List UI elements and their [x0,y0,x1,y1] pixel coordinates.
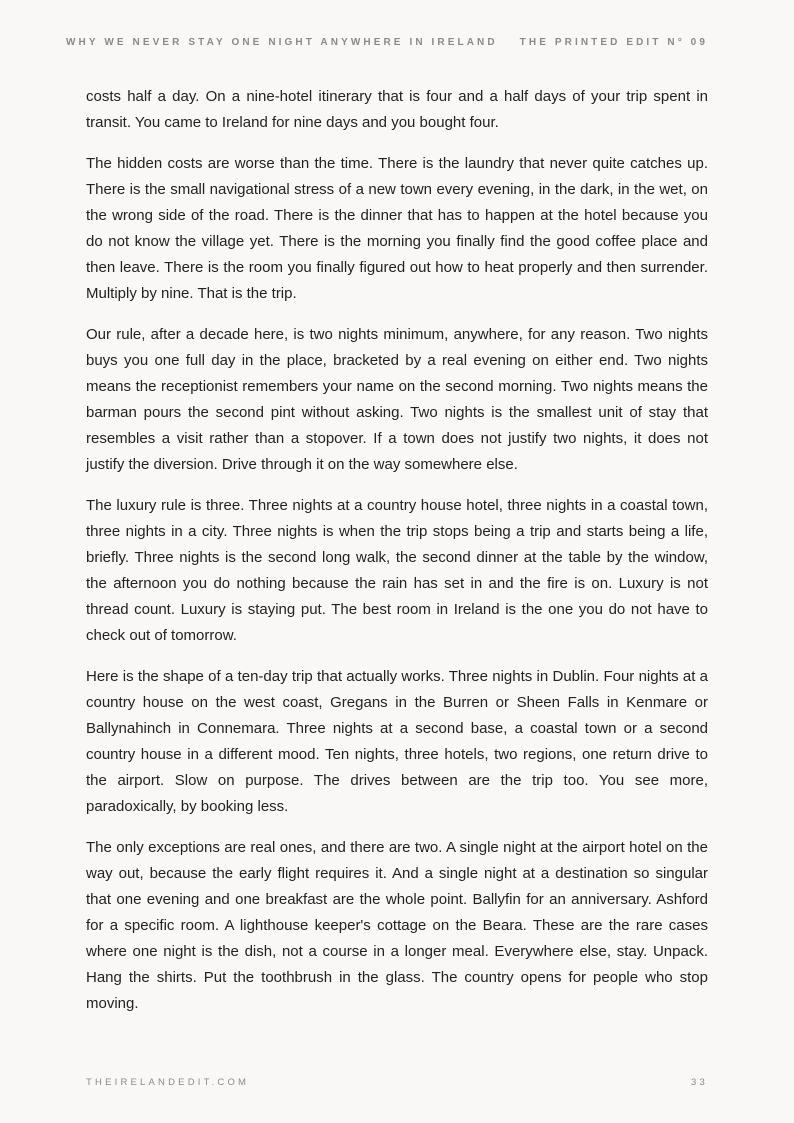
paragraph: Here is the shape of a ten-day trip that actually works. Three nights in Dublin. Four nights at a country house on the west coast, Gregans in the Burren or Sheen Falls in Kenmare or Ballynahinch in Connemara. Three nights at a second base, a coastal town or a second country house in a different mood. Ten nights, three hotels, two regions, one return drive to the airport. Slow on purpose. The drives between are the trip too. You see more, paradoxically, by booking less. [86,668,708,815]
article-body [86,84,708,1032]
paragraph: costs half a day. On a nine-hotel itinerary that is four and a half days of your trip spent in transit. You came to Ireland for nine days and you bought four. [86,88,708,131]
article-title: WHY WE NEVER STAY ONE NIGHT ANYWHERE IN IRELAND [66,37,498,48]
site-url: THEIRELANDEDIT.COM [86,1077,250,1088]
page-footer [86,1077,708,1088]
paragraph: Our rule, after a decade here, is two nights minimum, anywhere, for any reason. Two nights buys you one full day in the place, bracketed by a real evening on either end. Two nights means the receptionist remembers your name on the second morning. Two nights means the barman pours the second pint without asking. Two nights is the smallest unit of stay that resembles a visit rather than a stopover. If a town does not justify two nights, it does not justify the diversion. Drive through it on the way somewhere else. [86,326,708,473]
publication-name: THE PRINTED EDIT N° 09 [519,37,708,48]
paragraph: The only exceptions are real ones, and there are two. A single night at the airport hotel on the way out, because the early flight requires it. And a single night at a destination so singular that one evening and one breakfast are the whole point. Ballyfin for an anniversary. Ashford for a specific room. A lighthouse keeper's cottage on the Beara. These are the rare cases where one night is the dish, not a course in a longer meal. Everywhere else, stay. Unpack. Hang the shirts. Put the toothbrush in the glass. The country opens for people who stop moving. [86,839,708,1012]
paragraph: The hidden costs are worse than the time. There is the laundry that never quite catches up. There is the small navigational stress of a new town every evening, in the dark, in the wet, on the wrong side of the road. There is the dinner that has to happen at the hotel because you do not know the village yet. There is the morning you finally find the good coffee place and then leave. There is the room you finally figured out how to heat properly and then surrender. Multiply by nine. That is the trip. [86,155,708,302]
running-header [66,37,708,48]
page-number: 33 [691,1077,708,1088]
paragraph: The luxury rule is three. Three nights at a country house hotel, three nights in a coastal town, three nights in a city. Three nights is when the trip stops being a trip and starts being a life, briefly. Three nights is the second long walk, the second dinner at the table by the window, the afternoon you do nothing because the rain has set in and the fire is on. Luxury is not thread count. Luxury is staying put. The best room in Ireland is the one you do not have to check out of tomorrow. [86,497,708,644]
